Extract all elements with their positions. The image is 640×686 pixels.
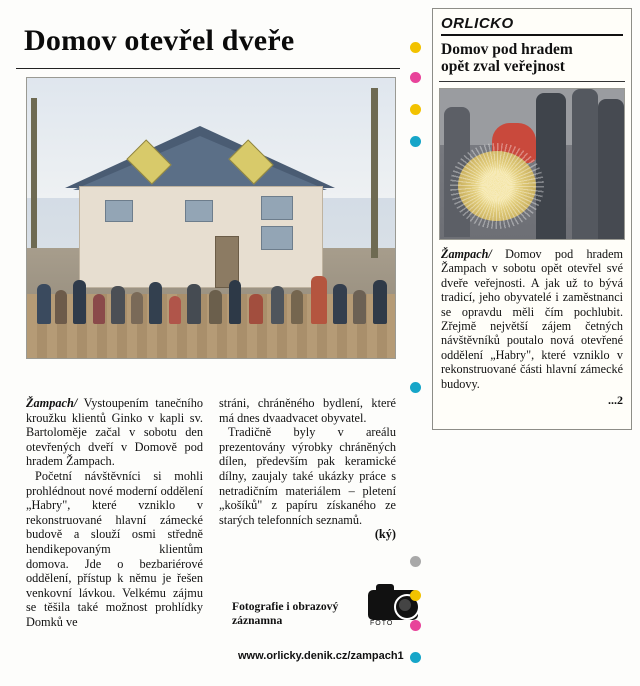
body-column-left [26,396,203,630]
crowd-person [131,292,143,324]
body-paragraph: stráni, chráněného bydlení, které má dnes dvaadvacet obyvatel. [219,396,396,425]
sidebar-body [441,247,623,391]
body-paragraph: Početní návštěvníci si mohli prohlédnout nové moderní oddělení „Habry", které vzniklo v rekonstruované hlavní zámecké budově a slouží osmi středně hendikepovaným klientům domova. Jde o bezbariérové oddělení, přístup k němu je řešen venkovní lávkou. Velkému zájmu se těšila také možnost prohlídky Domků ve [26,468,203,629]
registration-dot [410,590,421,601]
registration-dot [410,620,421,631]
section-kicker: ORLICKO [441,15,514,32]
sidebar-paragraph [441,247,623,391]
article-web-link[interactable]: www.orlicky.denik.cz/zampach1 [238,650,404,662]
crowd-person [187,284,201,324]
sidebar-divider [439,81,625,82]
sidebar-headline [441,41,623,75]
jump-line: ...2 [608,393,623,408]
registration-dot [410,136,421,147]
crowd-person [291,290,303,324]
photo-tree [371,88,378,258]
main-photo [26,77,396,359]
body-paragraph: Tradičně byly v areálu prezentovány výrobky chráněných dílen, především pak keramické dílny, zaujaly také ukázky práce s netradičním materiálem – pletení „košíků" z papíru získaného ze starých telefonních seznamů. [219,425,396,527]
crowd-person [55,290,67,324]
sidebar-headline-line-1: Domov pod hradem [441,41,573,58]
crowd-person [93,294,105,324]
body-text: Vystoupením tanečního kroužku klientů Ginko v kapli sv. Bartoloměje začal v sobotu den otevřených dveří v Domově pod hradem Žampach. [26,396,204,469]
sidebar-photo-person [598,99,624,239]
registration-dot [410,556,421,567]
crowd-person [37,284,51,324]
crowd-person [149,282,162,324]
main-article [14,10,406,676]
sidebar-body-text: Domov pod hradem Žampach v sobotu opět otevřel své dveře veřejnosti. A jak už to bývá tradicí, jeho obyvatelé i zaměstnanci se opravdu měli čím pochlubit. Zřejmě největší zájem četných návštěvníků poutalo nová otevřené oddělení „Habry", které vzniklo v rekonstruované části hlavní zámecké budovy. [441,247,624,391]
sidebar-article [432,8,632,430]
byline: (ký) [374,527,396,542]
crowd-person [353,290,366,324]
camera-icon-label: FOTO [370,620,394,627]
window-1 [105,200,133,222]
registration-dot [410,42,421,53]
registration-dot [410,72,421,83]
window-2 [185,200,213,222]
crowd-person [73,280,86,324]
crowd-person [373,280,387,324]
camera-viewfinder [376,584,394,592]
crowd-person [249,294,263,324]
body-paragraph [26,396,203,469]
dateline: Žampach/ [26,396,78,410]
sidebar-photo-person [572,89,598,239]
crowd-person [209,290,222,324]
registration-dot [410,652,421,663]
window-3 [261,196,293,220]
photo-tree [31,98,37,248]
crowd-person [229,280,241,324]
crowd-person [333,284,347,324]
headline-divider [16,68,400,69]
registration-dot [410,104,421,115]
credit-line-1: Fotografie i obrazový [232,600,339,613]
registration-dot [410,382,421,393]
crowd-person [271,286,284,324]
kicker-divider [441,34,623,36]
article-body [26,396,396,630]
color-registration-strip [404,0,428,686]
crowd-person [311,276,327,324]
photo-crowd [27,246,395,324]
credit-line-2: záznamna [232,613,283,627]
sidebar-photo [439,88,625,240]
crowd-person [169,296,181,324]
page-title: Domov otevřel dveře [24,24,295,57]
sidebar-photo-person [536,93,566,239]
sidebar-dateline: Žampach/ [441,247,492,261]
sidebar-headline-line-2: opět zval veřejnost [441,58,565,75]
sidebar-photo-straw-object [458,151,536,221]
crowd-person [111,286,125,324]
